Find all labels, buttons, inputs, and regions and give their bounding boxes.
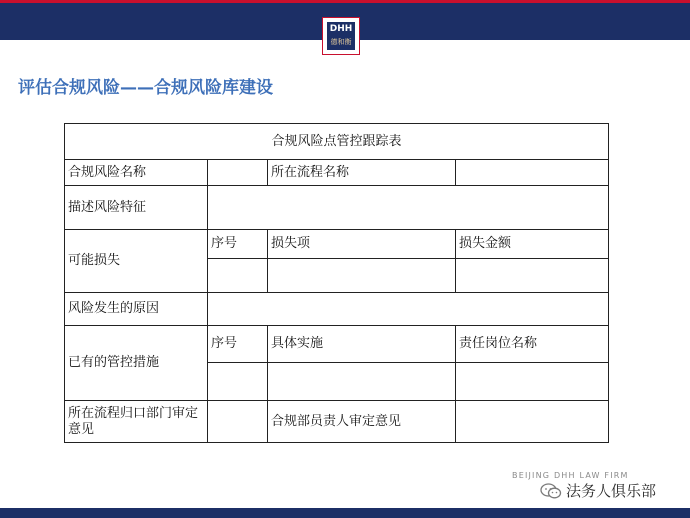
control-seq-value-cell[interactable]	[208, 363, 268, 401]
logo-top-text: DHH	[329, 24, 353, 34]
table-row	[65, 230, 609, 259]
process-name-value-cell[interactable]	[456, 160, 609, 186]
process-name-label: 所在流程名称	[268, 160, 456, 186]
process-owner-review-value-cell[interactable]	[208, 401, 268, 443]
table-caption: 合规风险点管控跟踪表	[65, 124, 609, 160]
loss-item-header: 损失项	[268, 230, 456, 259]
risk-name-value-cell[interactable]	[208, 160, 268, 186]
possible-loss-label: 可能损失	[65, 230, 208, 293]
loss-seq-value-cell[interactable]	[208, 259, 268, 293]
compliance-review-value-cell[interactable]	[456, 401, 609, 443]
table-row	[65, 326, 609, 363]
wechat-icon	[540, 482, 562, 500]
control-seq-header: 序号	[208, 326, 268, 363]
table-row	[65, 293, 609, 326]
risk-cause-value-cell[interactable]	[208, 293, 609, 326]
risk-tracking-table	[64, 123, 609, 443]
describe-risk-value-cell[interactable]	[208, 186, 609, 230]
compliance-review-label: 合规部员责人审定意见	[268, 401, 456, 443]
loss-amount-header: 损失金额	[456, 230, 609, 259]
control-position-value-cell[interactable]	[456, 363, 609, 401]
control-position-header: 责任岗位名称	[456, 326, 609, 363]
wechat-brand	[540, 480, 656, 501]
table-row	[65, 124, 609, 160]
risk-name-label: 合规风险名称	[65, 160, 208, 186]
loss-item-value-cell[interactable]	[268, 259, 456, 293]
table-row	[65, 186, 609, 230]
risk-cause-label: 风险发生的原因	[65, 293, 208, 326]
footer-band	[0, 508, 690, 518]
brand-name: 法务人俱乐部	[566, 482, 657, 500]
existing-control-label: 已有的管控措施	[65, 326, 208, 401]
control-measure-header: 具体实施	[268, 326, 456, 363]
dhh-logo	[322, 17, 360, 55]
slide-title: 评估合规风险——合规风险库建设	[18, 78, 273, 98]
loss-amount-value-cell[interactable]	[456, 259, 609, 293]
control-measure-value-cell[interactable]	[268, 363, 456, 401]
process-owner-review-label: 所在流程归口部门审定意见	[65, 401, 208, 443]
firm-name: BEIJING DHH LAW FIRM	[512, 471, 629, 480]
table-row	[65, 160, 609, 186]
logo-bottom-text: 德和衡	[330, 38, 352, 46]
describe-risk-label: 描述风险特征	[65, 186, 208, 230]
loss-seq-header: 序号	[208, 230, 268, 259]
table-row	[65, 401, 609, 443]
